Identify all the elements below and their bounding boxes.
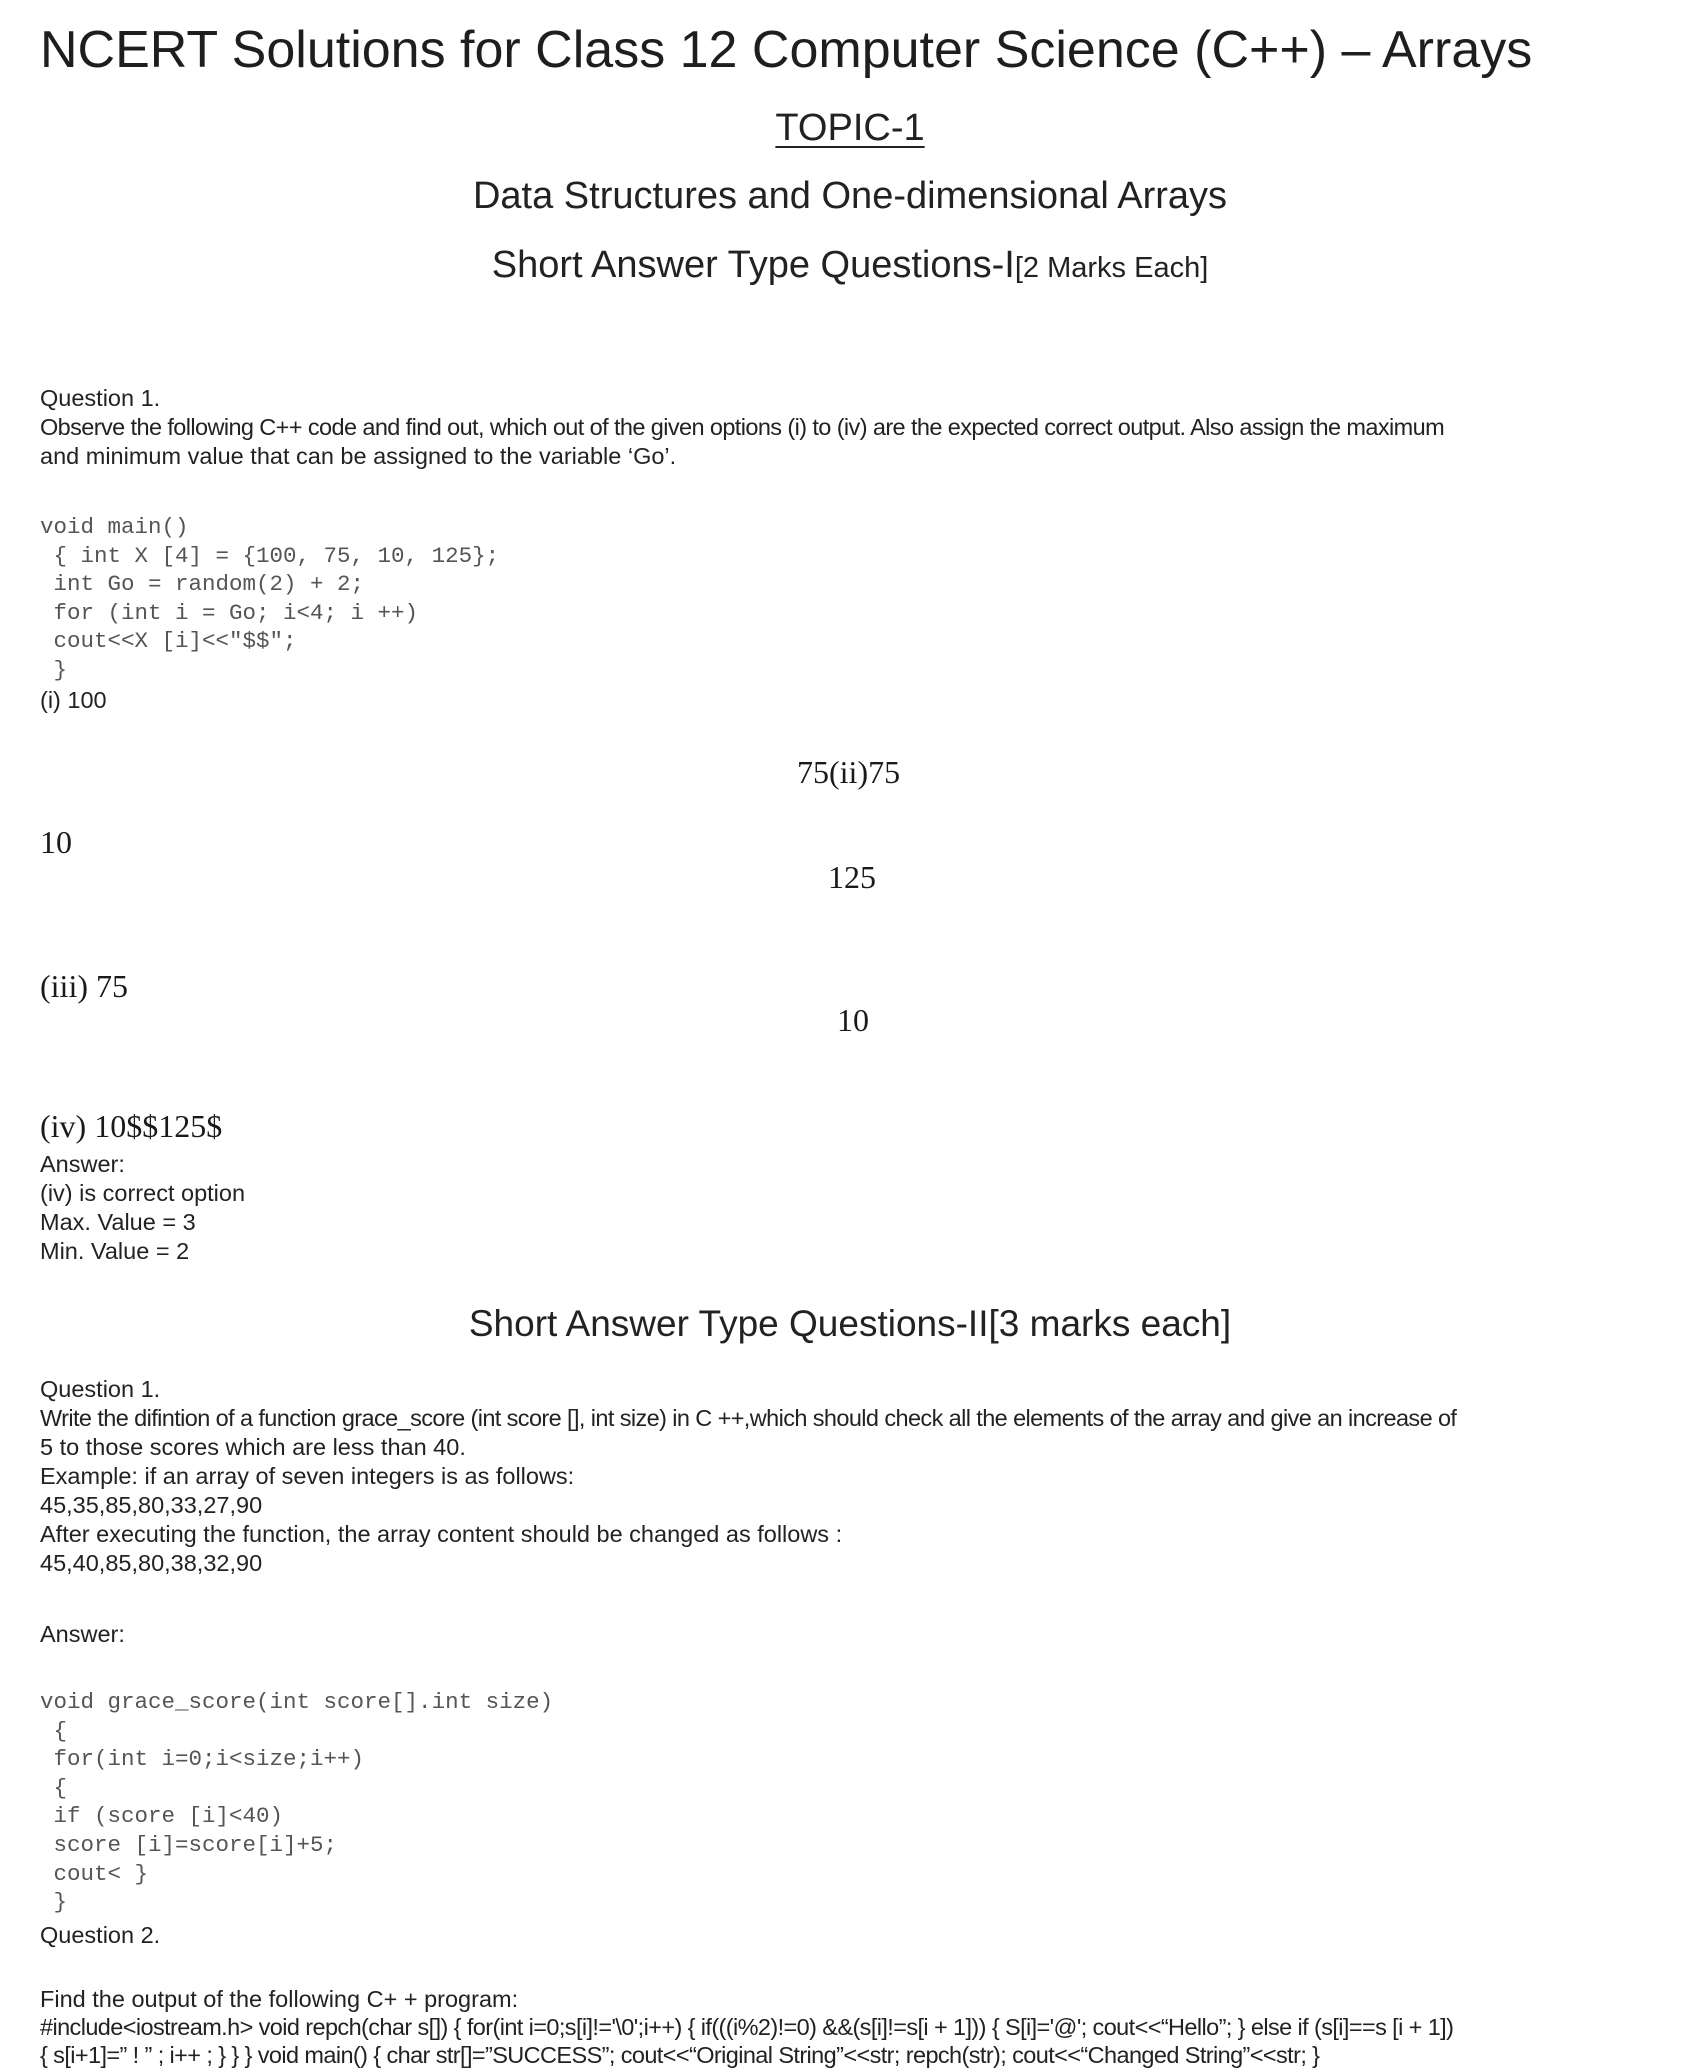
section1-marks: [2 Marks Each] — [1014, 252, 1209, 284]
section1-heading — [0, 243, 1700, 290]
code-line: score [i]=score[i]+5; — [40, 1831, 338, 1858]
option-i: (i) 100 — [40, 687, 107, 713]
s1-q1-text-line2: and minimum value that can be assigned to the variable ‘Go’. — [40, 443, 677, 469]
section2-heading: Short Answer Type Questions-II[3 marks each] — [468, 1303, 1232, 1344]
code-line: } — [40, 656, 68, 683]
s1-q1-answer-line: Min. Value = 2 — [40, 1238, 190, 1264]
s2-q1-code-block — [40, 1688, 553, 1917]
s1-q1-code-block — [40, 513, 499, 685]
s1-q1-label: Question 1. — [40, 385, 161, 411]
s2-q2-label: Question 2. — [40, 1922, 161, 1948]
s2-q2-intro: Find the output of the following C+ + program: — [40, 1986, 519, 2012]
s1-q1-answer-label: Answer: — [40, 1151, 125, 1177]
code-line: cout< } — [40, 1860, 149, 1887]
option-iv: (iv) 10$$125$ — [40, 1108, 223, 1144]
s2-q1-after-label: After executing the function, the array content should be changed as follows : — [40, 1521, 843, 1547]
code-line: { — [40, 1717, 68, 1744]
s2-q1-example-label: Example: if an array of seven integers is as follows: — [40, 1463, 575, 1489]
option-value-10-mid: 10 — [837, 1002, 869, 1038]
page-title: NCERT Solutions for Class 12 Computer Science (C++) – Arrays — [40, 21, 1533, 79]
code-line: { — [40, 1774, 68, 1801]
s2-q1-answer-label: Answer: — [40, 1621, 125, 1647]
s2-q1-label: Question 1. — [40, 1376, 161, 1402]
code-line: for (int i = Go; i<4; i ++) — [40, 599, 419, 626]
code-line: { int X [4] = {100, 75, 10, 125}; — [40, 542, 500, 569]
code-line: void grace_score(int score[].int size) — [40, 1689, 554, 1715]
option-ii: 75(ii)75 — [797, 754, 901, 790]
code-line: for(int i=0;i<size;i++) — [40, 1746, 365, 1773]
subtopic-heading: Data Structures and One-dimensional Arrays — [472, 175, 1228, 217]
code-line: cout<<X [i]<<"$$"; — [40, 628, 297, 655]
s1-q1-text-line1: Observe the following C++ code and find out, which out of the given options (i) to (iv) are the expected correct output. Also assign the maximum — [40, 414, 1445, 440]
s2-q1-text-line2: 5 to those scores which are less than 40. — [40, 1434, 466, 1460]
option-value-10-left: 10 — [40, 824, 72, 860]
option-iii: (iii) 75 — [40, 968, 128, 1004]
code-line: } — [40, 1889, 68, 1916]
option-value-125: 125 — [828, 859, 876, 895]
s2-q1-text-line1: Write the difintion of a function grace_score (int score [], int size) in C ++,which should check all the elements of the array and give an increase of — [40, 1405, 1457, 1431]
s2-q1-example-input: 45,35,85,80,33,27,90 — [40, 1492, 263, 1518]
code-line: if (score [i]<40) — [40, 1803, 284, 1830]
code-line: int Go = random(2) + 2; — [40, 571, 365, 598]
s2-q2-code-line2: { s[i+1]=” ! ” ; i++ ; } } } void main() { char str[]=”SUCCESS”; cout<<“Original String”<<str; repch(str); cout<<“Changed String”<<str; } — [40, 2042, 1320, 2068]
topic-heading — [0, 106, 1700, 150]
section1-title: Short Answer Type Questions-I — [491, 244, 1015, 286]
s1-q1-answer-line: (iv) is correct option — [40, 1180, 246, 1206]
s2-q1-example-output: 45,40,85,80,38,32,90 — [40, 1550, 263, 1576]
code-line: void main() — [40, 514, 189, 540]
topic-label: TOPIC-1 — [775, 107, 925, 149]
s2-q2-code-line1: #include<iostream.h> void repch(char s[]) { for(int i=0;s[i]!='\0';i++) { if(((i%2)!=0) &&(s[i]!=s[i + 1])) { S[i]='@'; cout<<“Hello”; } else if (s[i]==s [i + 1]) — [40, 2014, 1454, 2040]
s1-q1-answer-line: Max. Value = 3 — [40, 1209, 196, 1235]
